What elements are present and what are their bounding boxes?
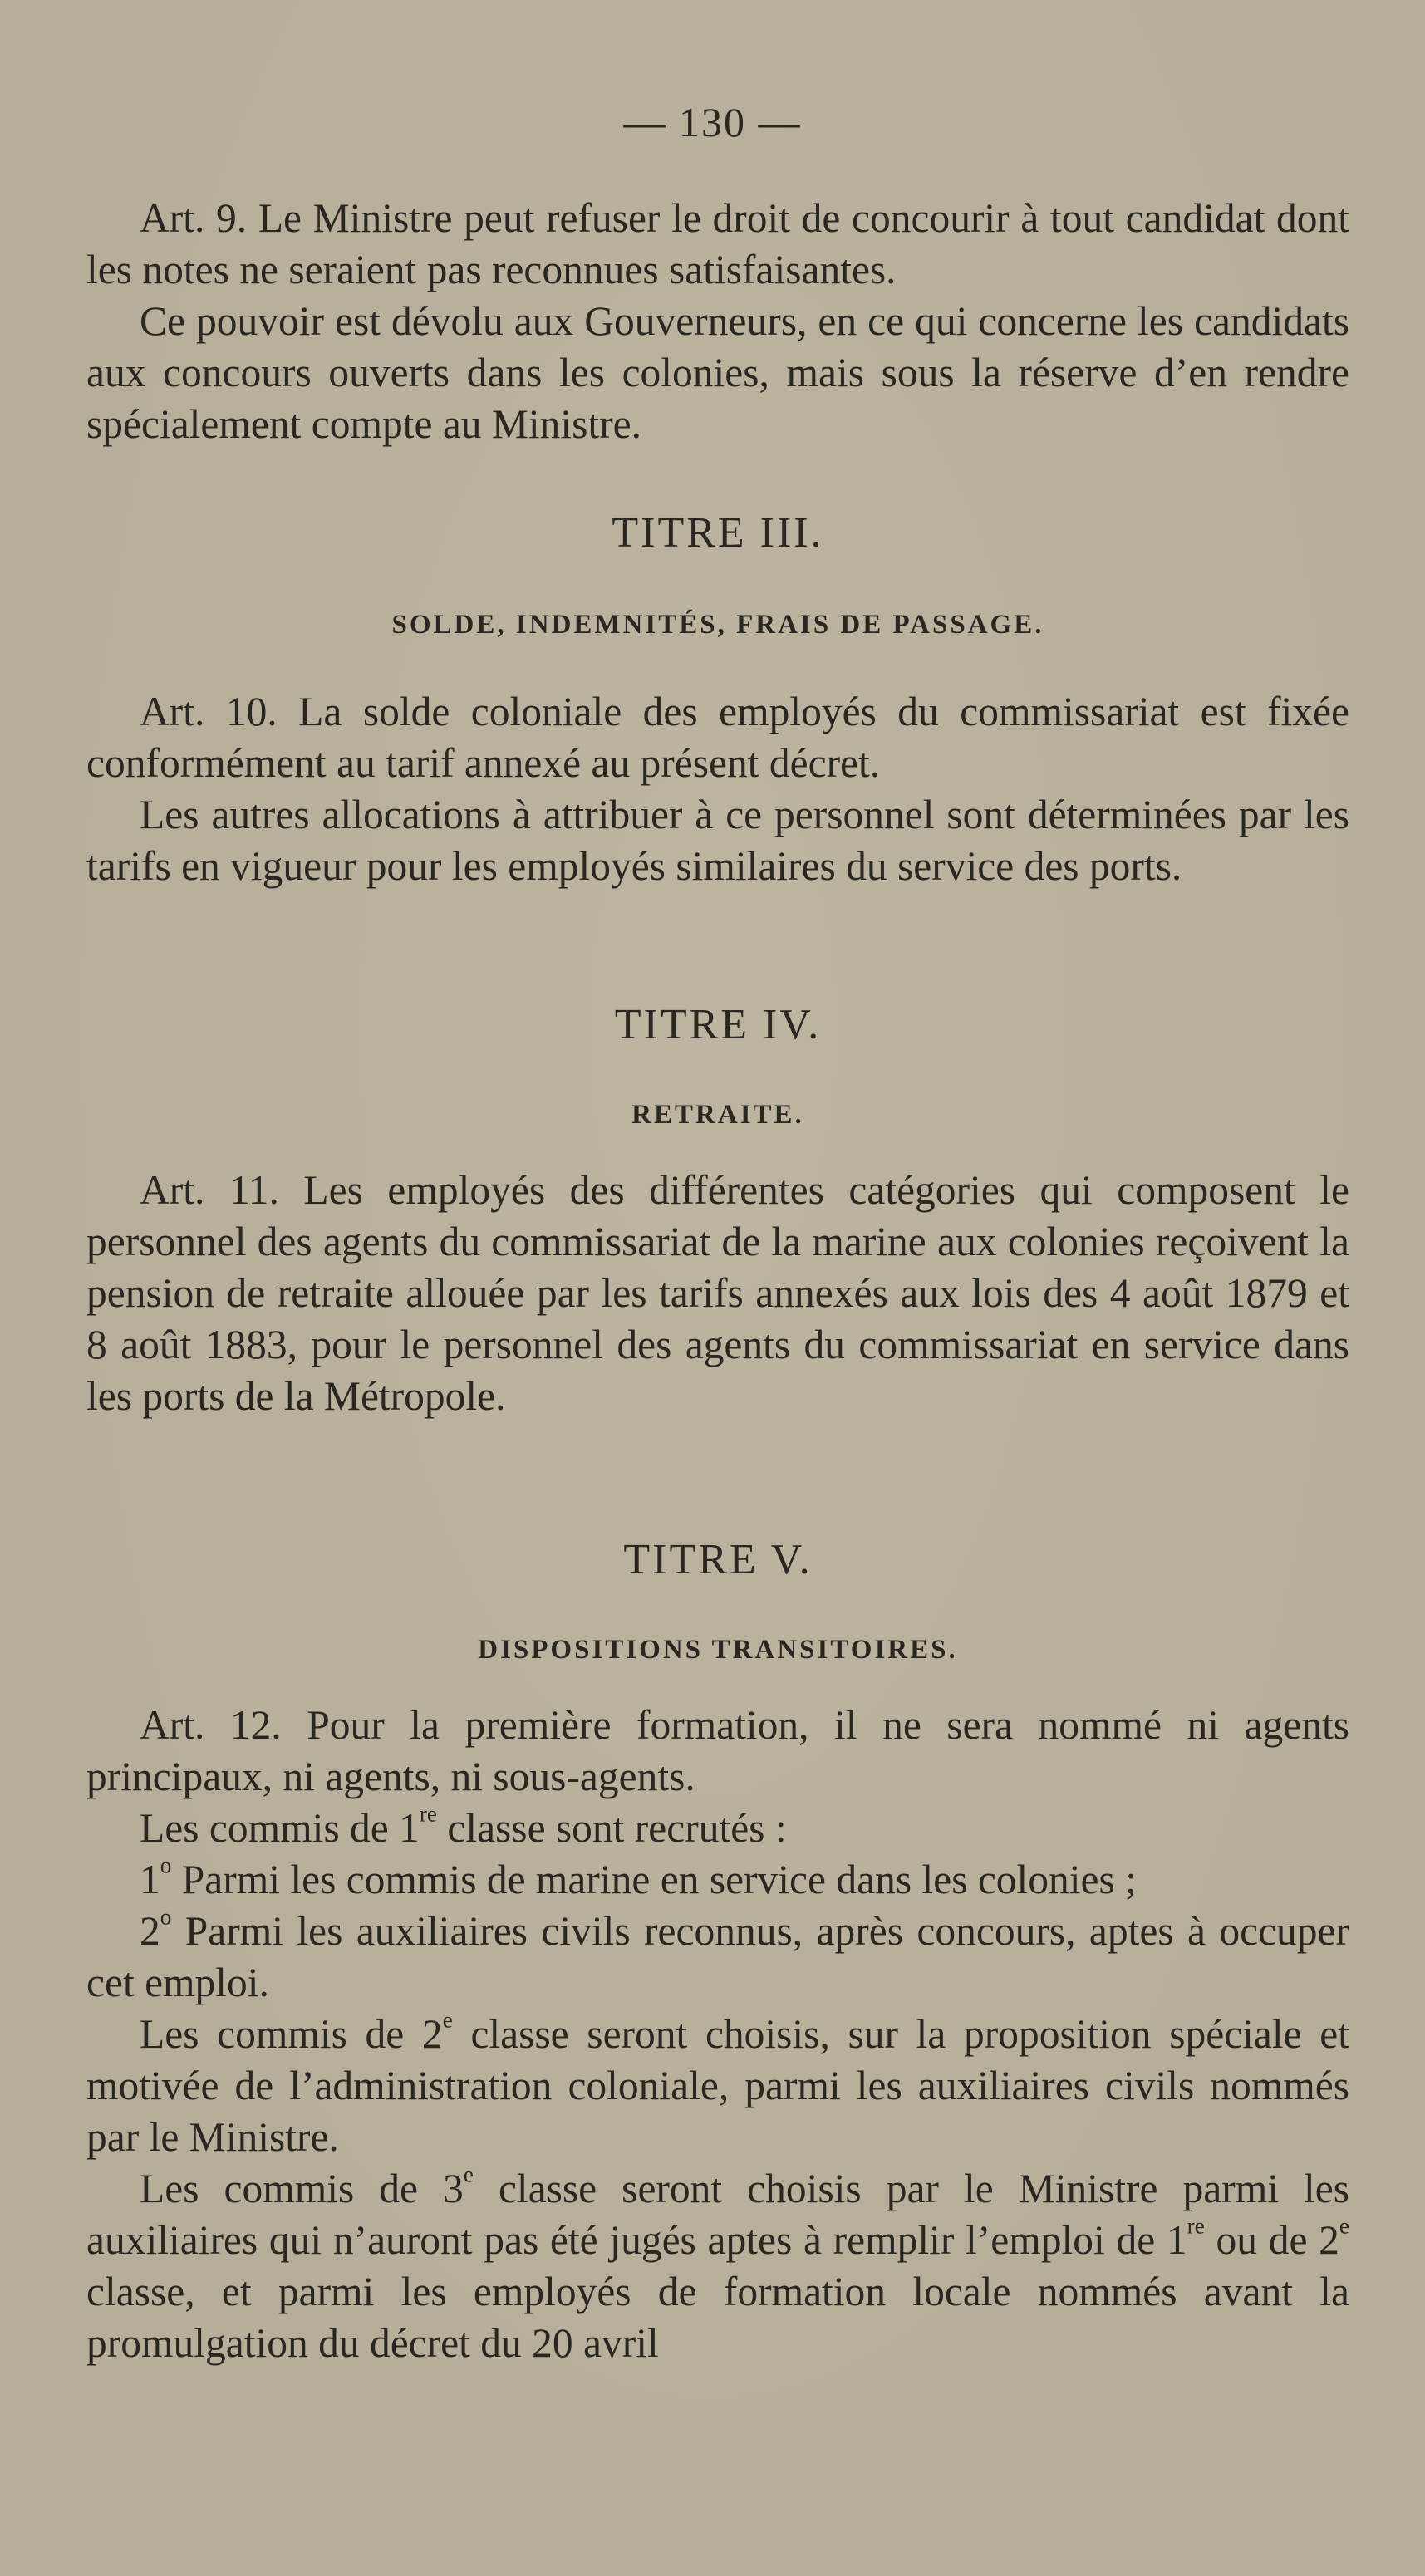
- article-11-paragraph-1: Art. 11. Les employés des différentes catégories qui composent le personnel des agents du commissariat de la marine aux colonies reçoivent la pension de retraite allouée par les tarifs annexés aux lois des 4 août 1879 et 8 août 1883, pour le personnel des agents du commissariat en service dans les ports de la Métropole.: [86, 1167, 1349, 1419]
- titre-4-heading: [86, 1000, 1349, 1049]
- section-subtitle: RETRAITE.: [631, 1100, 804, 1130]
- article-9-paragraph-2: Ce pouvoir est dévolu aux Gouverneurs, en ce qui concerne les candidats aux concours ouverts dans les colonies, mais sous la réserve d’en rendre spécialement compte au Ministre.: [86, 298, 1349, 447]
- article-12-paragraph-4: 2$^o$ Parmi les auxiliaires civils reconnus, après concours, aptes à occuper cet emploi.: [86, 1904, 1349, 2005]
- section-subtitle: DISPOSITIONS TRANSITOIRES.: [478, 1635, 958, 1665]
- titre-5-subheading: [86, 1635, 1349, 1666]
- titre-4-subheading: [86, 1100, 1349, 1131]
- article-12-paragraph-2: Les commis de 1re classe sont recrutés :: [140, 1801, 787, 1851]
- titre-3-heading: [86, 508, 1349, 557]
- section-title: TITRE III.: [612, 509, 824, 557]
- section-title: TITRE V.: [623, 1536, 813, 1583]
- article-12-paragraph-3: 1$^o$ Parmi les commis de marine en service dans les colonies ;: [140, 1852, 1137, 1902]
- article-9: [86, 193, 1349, 450]
- section-title: TITRE IV.: [614, 1001, 822, 1048]
- article-10-paragraph-1: Art. 10. La solde coloniale des employés du commissariat est fixée conformément au tarif annexé au présent décret.: [86, 689, 1349, 786]
- article-12-paragraph-6: Les commis de 3e classe seront choisis par le Ministre parmi les auxiliaires qui n’auront pas été jugés aptes à remplir l’emploi de 1re ou de 2e classe, et parmi les employés de formation locale nommés avant la promulgation du décret du 20 avril: [86, 2161, 1350, 2366]
- article-9-paragraph-1: Art. 9. Le Ministre peut refuser le droit de concourir à tout candidat dont les notes ne seraient pas reconnues satisfaisantes.: [86, 195, 1349, 292]
- article-10-paragraph-2: Les autres allocations à attribuer à ce personnel sont déterminées par les tarifs en vigueur pour les employés similaires du service des ports.: [86, 792, 1349, 889]
- section-subtitle: SOLDE, INDEMNITÉS, FRAIS DE PASSAGE.: [391, 610, 1044, 640]
- article-11: [86, 1165, 1349, 1422]
- page-number: — 130 —: [623, 99, 802, 145]
- article-12: [86, 1700, 1349, 2369]
- article-10: [86, 686, 1349, 892]
- titre-5-heading: [86, 1535, 1349, 1584]
- titre-3-subheading: [86, 610, 1349, 640]
- article-12-paragraph-1: Art. 12. Pour la première formation, il ne sera nommé ni agents principaux, ni agents, ni sous-agents.: [86, 1702, 1349, 1799]
- article-12-paragraph-5: Les commis de 2e classe seront choisis, sur la proposition spéciale et motivée de l’administration coloniale, parmi les auxiliaires civils nommés par le Ministre.: [86, 2007, 1349, 2160]
